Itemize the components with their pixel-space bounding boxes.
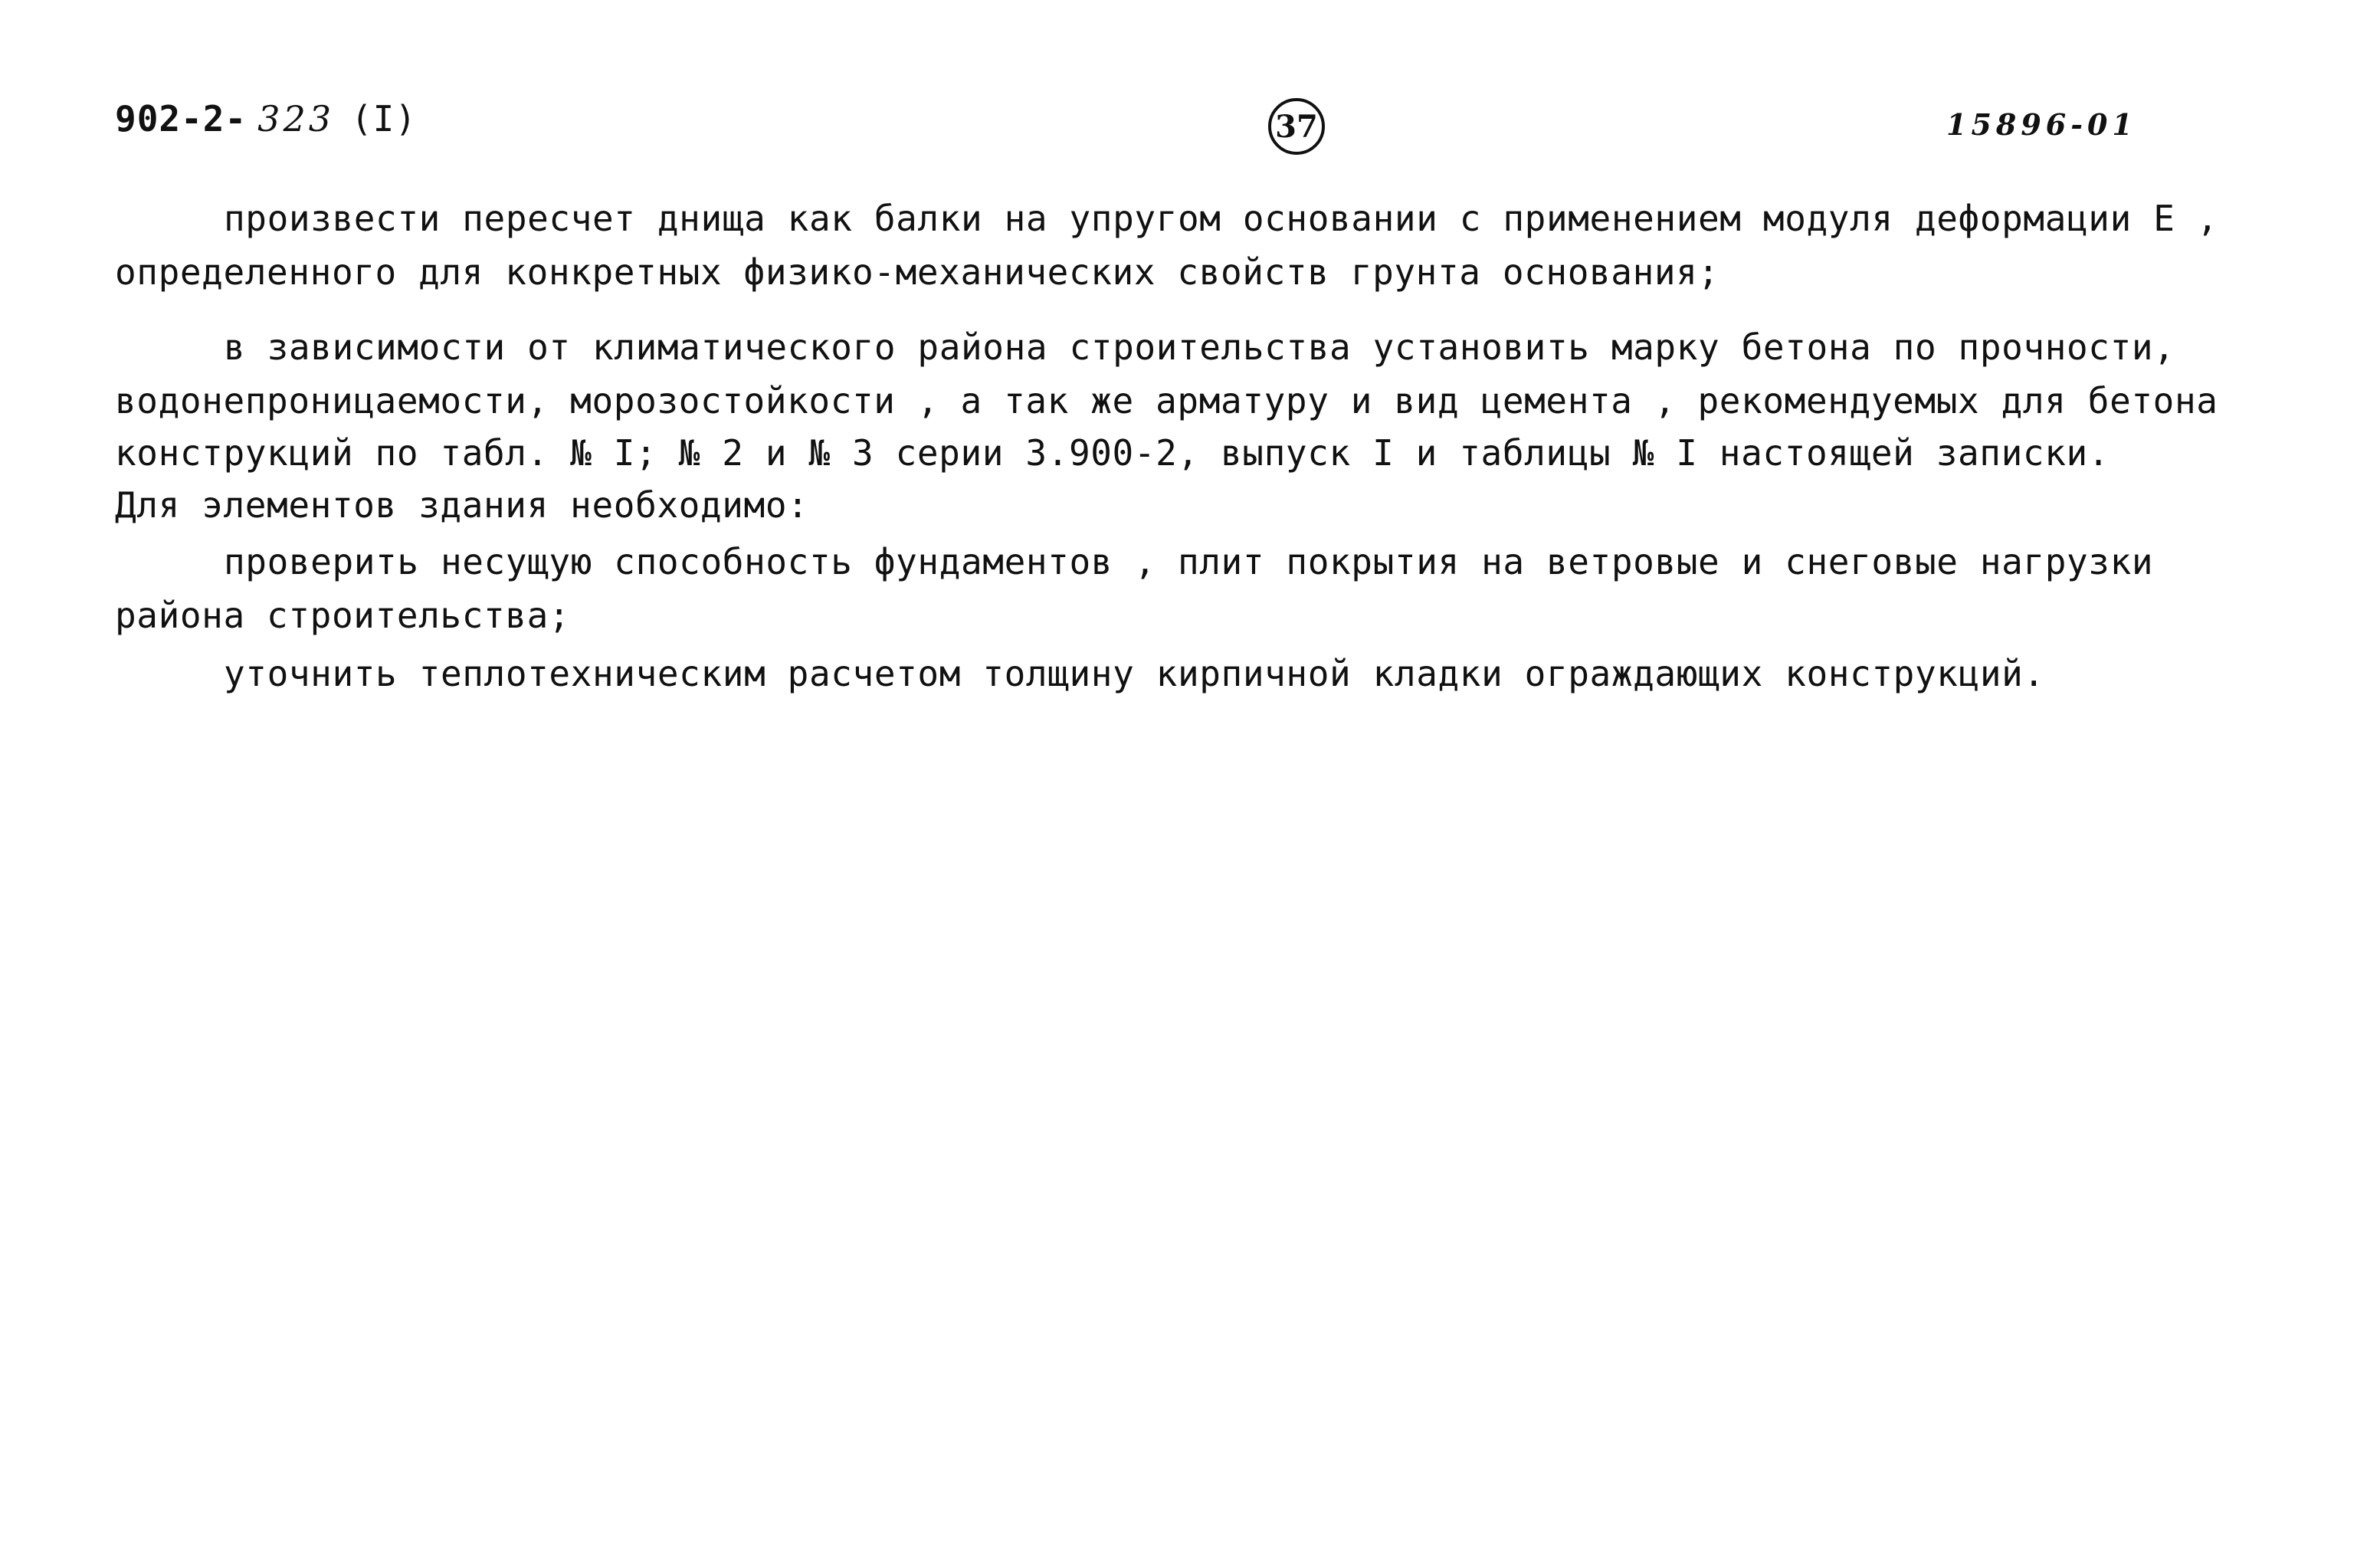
section-heading: Для элементов здания необходимо: bbox=[115, 484, 809, 526]
volume-number: (I) bbox=[350, 98, 418, 139]
page-number-circle bbox=[1268, 98, 1325, 155]
body-line: произвести пересчет днища как балки на упругом основании с применением модуля деформации E , bbox=[224, 198, 2219, 239]
inventory-number: 15896-01 bbox=[1946, 107, 2137, 142]
project-code bbox=[115, 98, 417, 139]
body-line: определенного для конкретных физико-механических свойств грунта основания; bbox=[115, 251, 1719, 293]
body-line: в зависимости от климатического района строительства установить марку бетона по прочности, bbox=[224, 326, 2175, 368]
project-code-handwritten: 323 bbox=[257, 98, 334, 139]
body-line: района строительства; bbox=[115, 595, 571, 636]
body-line: водонепроницаемости, морозостойкости , а так же арматуру и вид цемента , рекомендуемых для бетона bbox=[115, 380, 2218, 421]
body-line: уточнить теплотехническим расчетом толщину кирпичной кладки ограждающих конструкций. bbox=[224, 653, 2045, 694]
body-line: конструкций по табл. № I; № 2 и № 3 серии 3.900-2, выпуск I и таблицы № I настоящей записки. bbox=[115, 432, 2110, 474]
body-line: проверить несущую способность фундаментов , плит покрытия на ветровые и снеговые нагрузки bbox=[224, 541, 2154, 582]
page-number: 37 bbox=[1275, 108, 1318, 145]
project-code-prefix: 902-2- bbox=[115, 98, 248, 139]
